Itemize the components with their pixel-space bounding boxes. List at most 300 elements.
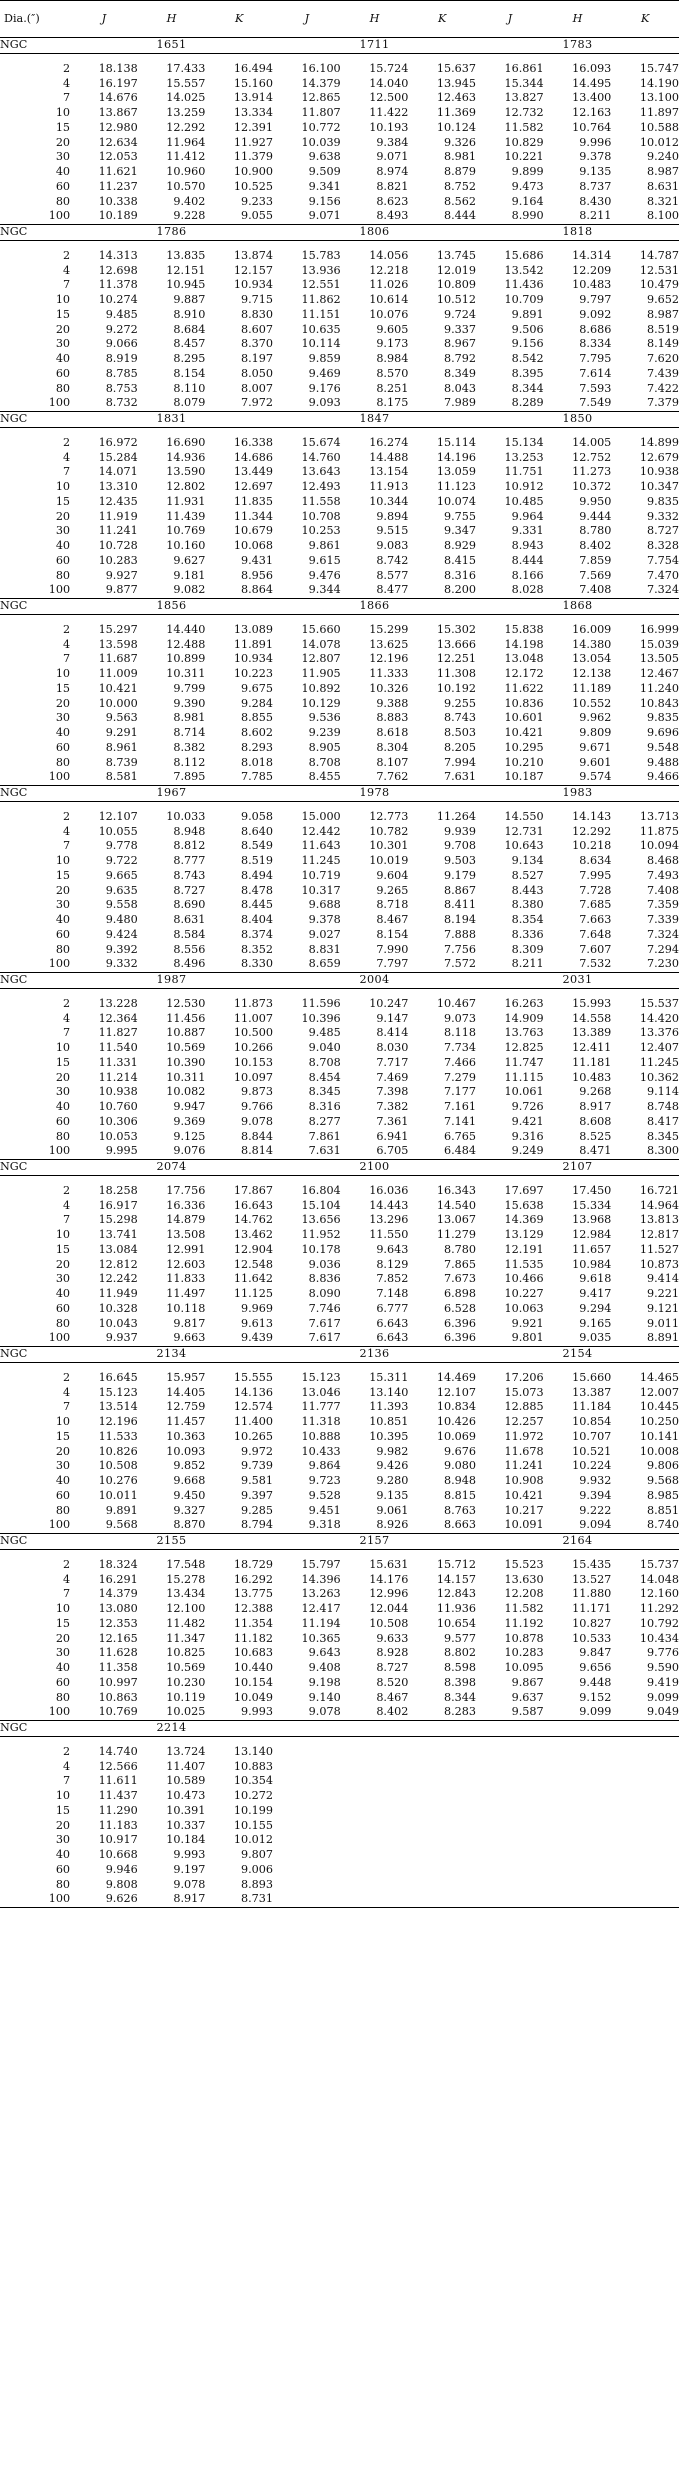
band-k-header: K <box>408 1 476 38</box>
table-row <box>0 1602 679 1617</box>
table-row <box>0 1646 679 1661</box>
spacer-row <box>0 1736 679 1745</box>
magnitude-cell: 14.405 <box>166 1385 206 1399</box>
empty-cell <box>408 1804 476 1819</box>
magnitude-cell: 8.917 <box>579 1100 612 1113</box>
diameter-cell: 10 <box>55 1041 71 1054</box>
magnitude-cell: 15.637 <box>436 61 476 75</box>
magnitude-cell: 13.296 <box>369 1213 409 1227</box>
magnitude-cell: 8.618 <box>376 726 409 739</box>
table-row <box>0 1804 679 1819</box>
magnitude-cell: 16.690 <box>166 435 206 449</box>
magnitude-cell: 9.939 <box>443 824 476 838</box>
spacer <box>0 53 679 62</box>
magnitude-cell: 10.033 <box>166 809 206 823</box>
magnitude-cell: 15.747 <box>639 61 679 75</box>
magnitude-cell: 10.326 <box>369 681 409 695</box>
diameter-cell: 60 <box>55 1301 71 1315</box>
table-row <box>0 382 679 397</box>
magnitude-cell: 10.533 <box>572 1631 612 1645</box>
magnitude-cell: 8.956 <box>241 568 274 582</box>
magnitude-cell: 15.073 <box>504 1385 544 1399</box>
magnitude-cell: 10.707 <box>572 1429 612 1443</box>
magnitude-cell: 8.753 <box>105 381 138 395</box>
magnitude-cell: 12.697 <box>233 480 274 493</box>
table-row <box>0 1474 679 1489</box>
magnitude-cell: 11.807 <box>301 106 341 119</box>
diameter-cell: 7 <box>62 1213 71 1227</box>
magnitude-cell: 13.643 <box>301 465 341 479</box>
magnitude-cell: 13.666 <box>436 637 476 651</box>
empty-cell <box>408 1745 476 1760</box>
magnitude-cell: 10.363 <box>166 1429 206 1443</box>
magnitude-cell: 8.444 <box>511 553 544 567</box>
magnitude-cell: 10.466 <box>504 1272 544 1286</box>
table-row <box>0 1213 679 1228</box>
diameter-cell: 80 <box>55 755 71 769</box>
magnitude-cell: 9.637 <box>511 1690 544 1704</box>
magnitude-cell: 9.947 <box>173 1100 206 1113</box>
magnitude-cell: 8.295 <box>173 352 206 365</box>
table-row <box>0 539 679 554</box>
magnitude-cell: 8.893 <box>241 1877 274 1891</box>
magnitude-cell: 9.671 <box>579 740 612 754</box>
magnitude-cell: 7.685 <box>579 898 612 912</box>
magnitude-cell: 9.265 <box>376 883 409 897</box>
magnitude-cell: 9.739 <box>241 1459 274 1473</box>
magnitude-cell: 6.396 <box>443 1331 476 1345</box>
magnitude-cell: 15.957 <box>166 1370 206 1384</box>
magnitude-cell: 10.301 <box>369 839 409 853</box>
magnitude-cell: 8.444 <box>443 209 476 223</box>
table-row <box>0 1430 679 1445</box>
magnitude-cell: 9.331 <box>511 524 544 538</box>
magnitude-cell: 11.354 <box>233 1616 274 1630</box>
table-row <box>0 825 679 840</box>
diameter-cell: 4 <box>62 450 71 464</box>
table-row <box>0 997 679 1012</box>
magnitude-cell: 9.927 <box>105 568 138 582</box>
magnitude-cell: 14.380 <box>572 637 612 651</box>
magnitude-cell: 13.763 <box>504 1026 544 1040</box>
spacer-row <box>0 801 679 810</box>
cluster-name: 1850 <box>476 412 679 428</box>
magnitude-cell: 9.723 <box>308 1474 341 1487</box>
table-row <box>0 1371 679 1386</box>
magnitude-cell: 6.396 <box>443 1316 476 1330</box>
magnitude-cell: 9.035 <box>579 1331 612 1345</box>
magnitude-cell: 7.617 <box>308 1316 341 1330</box>
magnitude-cell: 10.365 <box>301 1631 341 1645</box>
band-h-header: H <box>138 1 206 38</box>
magnitude-cell: 8.345 <box>308 1085 341 1099</box>
magnitude-cell: 10.863 <box>98 1690 138 1704</box>
magnitude-cell: 10.589 <box>166 1774 206 1788</box>
table-row <box>0 1774 679 1789</box>
magnitude-cell: 8.443 <box>511 883 544 897</box>
magnitude-cell: 9.724 <box>443 307 476 321</box>
empty-cell <box>341 1863 409 1878</box>
magnitude-cell: 10.588 <box>639 120 679 134</box>
diameter-cell: 40 <box>55 1474 71 1487</box>
diameter-cell: 80 <box>55 942 71 956</box>
catalog-prefix: NGC <box>0 412 70 428</box>
magnitude-cell: 9.392 <box>105 942 138 956</box>
magnitude-cell: 7.631 <box>308 1144 341 1158</box>
magnitude-cell: 11.245 <box>301 854 341 867</box>
magnitude-cell: 9.164 <box>511 194 544 208</box>
table-row <box>0 854 679 869</box>
magnitude-cell: 8.855 <box>241 711 274 725</box>
magnitude-cell: 7.631 <box>443 770 476 784</box>
magnitude-cell: 10.772 <box>301 120 341 134</box>
magnitude-cell: 8.815 <box>443 1488 476 1502</box>
magnitude-cell: 8.686 <box>579 322 612 336</box>
magnitude-cell: 11.115 <box>504 1070 544 1084</box>
magnitude-cell: 13.067 <box>436 1213 476 1227</box>
magnitude-cell: 12.566 <box>98 1759 138 1773</box>
catalog-prefix: NGC <box>0 1347 70 1363</box>
magnitude-cell: 15.638 <box>504 1198 544 1212</box>
empty-cell <box>544 1804 612 1819</box>
table-row <box>0 1705 679 1720</box>
magnitude-cell: 9.476 <box>308 568 341 582</box>
table-row <box>0 293 679 308</box>
table-row <box>0 1272 679 1287</box>
magnitude-cell: 12.732 <box>504 106 544 119</box>
magnitude-cell: 8.981 <box>173 711 206 725</box>
magnitude-cell: 8.905 <box>308 740 341 754</box>
magnitude-cell: 8.374 <box>241 927 274 941</box>
magnitude-cell: 11.905 <box>301 667 341 680</box>
magnitude-cell: 8.748 <box>646 1100 679 1113</box>
magnitude-cell: 9.722 <box>105 854 138 867</box>
magnitude-cell: 14.469 <box>436 1370 476 1384</box>
magnitude-cell: 11.891 <box>233 637 274 651</box>
magnitude-cell: 8.345 <box>646 1129 679 1143</box>
band-j-header: J <box>476 1 544 38</box>
diameter-cell: 100 <box>48 1518 71 1532</box>
diameter-cell: 60 <box>55 1114 71 1128</box>
magnitude-cell: 8.631 <box>173 913 206 926</box>
empty-cell <box>273 1774 341 1789</box>
magnitude-cell: 12.488 <box>166 637 206 651</box>
table-row <box>0 1130 679 1145</box>
magnitude-cell: 9.198 <box>308 1675 341 1689</box>
magnitude-cell: 8.864 <box>241 583 274 597</box>
magnitude-cell: 11.751 <box>504 465 544 479</box>
magnitude-cell: 9.066 <box>105 337 138 351</box>
spacer-row <box>0 53 679 62</box>
magnitude-cell: 16.093 <box>572 61 612 75</box>
cluster-group-header <box>0 412 679 428</box>
magnitude-cell: 14.136 <box>233 1385 274 1399</box>
magnitude-cell: 10.390 <box>166 1055 206 1069</box>
table-row <box>0 165 679 180</box>
table-row <box>0 1012 679 1027</box>
magnitude-cell: 9.503 <box>443 854 476 867</box>
table-row <box>0 1558 679 1573</box>
magnitude-cell: 13.835 <box>166 248 206 262</box>
diameter-cell: 40 <box>55 1287 71 1300</box>
empty-cell <box>611 1789 679 1804</box>
magnitude-cell: 9.835 <box>646 711 679 725</box>
magnitude-cell: 7.785 <box>241 770 274 784</box>
magnitude-cell: 9.809 <box>579 726 612 739</box>
cluster-name: 2136 <box>273 1347 476 1363</box>
diameter-cell: 2 <box>62 1744 71 1758</box>
empty-cell <box>341 1892 409 1907</box>
diameter-cell: 7 <box>62 278 71 292</box>
magnitude-cell: 10.445 <box>639 1400 679 1414</box>
magnitude-cell: 12.191 <box>504 1242 544 1256</box>
magnitude-cell: 8.708 <box>308 1055 341 1069</box>
diameter-cell: 15 <box>55 1242 71 1256</box>
magnitude-cell: 11.527 <box>639 1242 679 1256</box>
magnitude-cell: 14.909 <box>504 1011 544 1025</box>
magnitude-cell: 11.964 <box>166 135 206 149</box>
diameter-cell: 10 <box>55 1415 71 1428</box>
table-row <box>0 1848 679 1863</box>
magnitude-cell: 7.756 <box>443 942 476 956</box>
empty-cell <box>273 1760 341 1775</box>
diameter-cell: 60 <box>55 1488 71 1502</box>
magnitude-cell: 8.948 <box>443 1474 476 1487</box>
spacer-row <box>0 988 679 997</box>
table-row <box>0 1144 679 1159</box>
magnitude-cell: 8.718 <box>376 898 409 912</box>
magnitude-cell: 12.407 <box>639 1041 679 1054</box>
diameter-cell: 80 <box>55 194 71 208</box>
table-row <box>0 106 679 121</box>
magnitude-cell: 8.570 <box>376 366 409 380</box>
empty-cell <box>476 1878 544 1893</box>
empty-cell <box>273 1863 341 1878</box>
magnitude-cell: 12.463 <box>436 91 476 105</box>
magnitude-cell: 10.094 <box>639 839 679 853</box>
spacer <box>0 614 679 623</box>
table-row <box>0 465 679 480</box>
magnitude-cell: 8.690 <box>173 898 206 912</box>
magnitude-cell: 8.802 <box>443 1646 476 1660</box>
magnitude-cell: 10.552 <box>572 696 612 710</box>
diameter-cell: 100 <box>48 770 71 784</box>
magnitude-cell: 13.813 <box>639 1213 679 1227</box>
magnitude-cell: 11.936 <box>436 1602 476 1615</box>
magnitude-cell: 9.473 <box>511 179 544 193</box>
magnitude-cell: 9.587 <box>511 1705 544 1719</box>
magnitude-cell: 9.082 <box>173 583 206 597</box>
magnitude-cell: 9.993 <box>173 1848 206 1861</box>
magnitude-cell: 8.943 <box>511 539 544 552</box>
magnitude-cell: 8.194 <box>443 913 476 926</box>
band-j-header: J <box>70 1 138 38</box>
magnitude-cell: 9.528 <box>308 1488 341 1502</box>
magnitude-cell: 9.633 <box>376 1631 409 1645</box>
diameter-cell: 80 <box>55 1503 71 1517</box>
magnitude-cell: 12.257 <box>504 1415 544 1428</box>
magnitude-cell: 13.129 <box>504 1228 544 1241</box>
empty-cell <box>408 1819 476 1834</box>
magnitude-cell: 14.440 <box>166 622 206 636</box>
magnitude-cell: 15.284 <box>98 450 138 464</box>
magnitude-cell: 8.043 <box>443 381 476 395</box>
magnitude-cell: 18.258 <box>98 1183 138 1197</box>
magnitude-cell: 8.030 <box>376 1041 409 1054</box>
magnitude-cell: 12.817 <box>639 1228 679 1241</box>
magnitude-cell: 8.454 <box>308 1070 341 1084</box>
table-row <box>0 337 679 352</box>
magnitude-cell: 9.964 <box>511 509 544 523</box>
magnitude-cell: 8.154 <box>376 927 409 941</box>
magnitude-cell: 10.569 <box>166 1041 206 1054</box>
empty-cell <box>408 1789 476 1804</box>
cluster-name: 1983 <box>476 786 679 802</box>
magnitude-cell: 9.431 <box>241 553 274 567</box>
diameter-cell: 100 <box>48 583 71 597</box>
empty-cell <box>273 1892 341 1907</box>
magnitude-cell: 10.217 <box>504 1503 544 1517</box>
magnitude-cell: 13.449 <box>233 465 274 479</box>
magnitude-cell: 14.379 <box>301 76 341 90</box>
magnitude-cell: 10.483 <box>572 1070 612 1084</box>
magnitude-cell: 10.129 <box>301 696 341 710</box>
magnitude-cell: 11.919 <box>98 509 138 523</box>
magnitude-cell: 12.196 <box>369 652 409 666</box>
magnitude-cell: 7.408 <box>646 883 679 897</box>
magnitude-cell: 18.138 <box>98 61 138 75</box>
table-row <box>0 1617 679 1632</box>
magnitude-cell: 9.197 <box>173 1862 206 1876</box>
magnitude-cell: 8.018 <box>241 755 274 769</box>
magnitude-cell: 8.777 <box>173 854 206 867</box>
magnitude-cell: 11.318 <box>301 1415 341 1428</box>
magnitude-cell: 10.189 <box>98 209 138 223</box>
magnitude-cell: 8.293 <box>241 740 274 754</box>
magnitude-cell: 6.777 <box>376 1301 409 1315</box>
magnitude-cell: 9.817 <box>173 1316 206 1330</box>
magnitude-cell: 8.349 <box>443 366 476 380</box>
magnitude-cell: 9.806 <box>646 1459 679 1473</box>
magnitude-cell: 8.316 <box>443 568 476 582</box>
diameter-cell: 15 <box>55 1429 71 1443</box>
magnitude-cell: 11.777 <box>301 1400 341 1414</box>
magnitude-cell: 8.430 <box>579 194 612 208</box>
magnitude-cell: 11.550 <box>369 1228 409 1241</box>
table-row <box>0 1863 679 1878</box>
magnitude-cell: 11.026 <box>369 278 409 292</box>
magnitude-cell: 10.276 <box>98 1474 138 1487</box>
diameter-cell: 4 <box>62 637 71 651</box>
magnitude-cell: 9.488 <box>646 755 679 769</box>
diameter-cell: 7 <box>62 1400 71 1414</box>
magnitude-cell: 7.572 <box>443 957 476 971</box>
diameter-header: Dia.(″) <box>0 1 70 38</box>
table-row <box>0 195 679 210</box>
magnitude-cell: 13.514 <box>98 1400 138 1414</box>
magnitude-cell: 9.414 <box>646 1272 679 1286</box>
magnitude-cell: 14.379 <box>98 1587 138 1601</box>
magnitude-cell: 7.470 <box>646 568 679 582</box>
magnitude-cell: 8.468 <box>646 854 679 867</box>
magnitude-cell: 8.402 <box>376 1705 409 1719</box>
magnitude-cell: 15.557 <box>166 76 206 90</box>
magnitude-cell: 8.527 <box>511 868 544 882</box>
table-row <box>0 510 679 525</box>
diameter-cell: 20 <box>55 1818 71 1832</box>
magnitude-cell: 14.071 <box>98 465 138 479</box>
magnitude-cell: 8.602 <box>241 726 274 739</box>
magnitude-cell: 9.337 <box>443 322 476 336</box>
magnitude-cell: 9.969 <box>241 1301 274 1315</box>
magnitude-cell: 11.379 <box>233 150 274 164</box>
magnitude-cell: 7.593 <box>579 381 612 395</box>
magnitude-cell: 10.049 <box>233 1690 274 1704</box>
magnitude-cell: 11.400 <box>233 1415 274 1428</box>
magnitude-cell: 6.705 <box>376 1144 409 1158</box>
table-row <box>0 1331 679 1346</box>
diameter-cell: 2 <box>62 61 71 75</box>
magnitude-cell: 8.455 <box>308 770 341 784</box>
magnitude-cell: 11.456 <box>166 1011 206 1025</box>
diameter-cell: 60 <box>55 1862 71 1876</box>
table-row <box>0 396 679 411</box>
magnitude-cell: 9.656 <box>579 1661 612 1674</box>
diameter-cell: 7 <box>62 1587 71 1601</box>
magnitude-cell: 9.766 <box>241 1100 274 1113</box>
empty-cell <box>273 1878 341 1893</box>
magnitude-cell: 11.533 <box>98 1429 138 1443</box>
magnitude-cell: 10.834 <box>436 1400 476 1414</box>
table-row <box>0 1745 679 1760</box>
table-row <box>0 1302 679 1317</box>
magnitude-cell: 10.000 <box>98 696 138 710</box>
magnitude-cell: 10.899 <box>166 652 206 666</box>
magnitude-cell: 9.946 <box>105 1862 138 1876</box>
magnitude-cell: 14.964 <box>639 1198 679 1212</box>
table-row <box>0 682 679 697</box>
magnitude-cell: 9.222 <box>579 1503 612 1517</box>
magnitude-cell: 9.626 <box>70 1892 138 1907</box>
magnitude-cell: 9.466 <box>646 770 679 784</box>
magnitude-cell: 8.844 <box>241 1129 274 1143</box>
magnitude-cell: 15.674 <box>301 435 341 449</box>
magnitude-cell: 7.995 <box>579 868 612 882</box>
magnitude-cell: 6.484 <box>443 1144 476 1158</box>
magnitude-cell: 14.078 <box>301 637 341 651</box>
magnitude-cell: 13.154 <box>369 465 409 479</box>
empty-cell <box>544 1863 612 1878</box>
magnitude-cell: 14.005 <box>572 435 612 449</box>
magnitude-cell: 11.245 <box>639 1055 679 1069</box>
magnitude-cell: 12.885 <box>504 1400 544 1414</box>
magnitude-cell: 9.708 <box>443 839 476 853</box>
magnitude-cell: 10.012 <box>233 1833 274 1847</box>
magnitude-cell: 12.411 <box>572 1041 612 1054</box>
empty-cell <box>476 1892 544 1907</box>
diameter-cell: 2 <box>62 1557 71 1571</box>
table-row <box>0 323 679 338</box>
magnitude-cell: 14.176 <box>369 1572 409 1586</box>
diameter-cell: 4 <box>62 1385 71 1399</box>
magnitude-cell: 7.361 <box>376 1114 409 1128</box>
magnitude-cell: 15.660 <box>301 622 341 636</box>
diameter-cell: 2 <box>62 1370 71 1384</box>
magnitude-cell: 10.266 <box>233 1041 274 1054</box>
magnitude-cell: 8.928 <box>376 1646 409 1660</box>
table-row <box>0 1041 679 1056</box>
magnitude-cell: 8.763 <box>443 1503 476 1517</box>
